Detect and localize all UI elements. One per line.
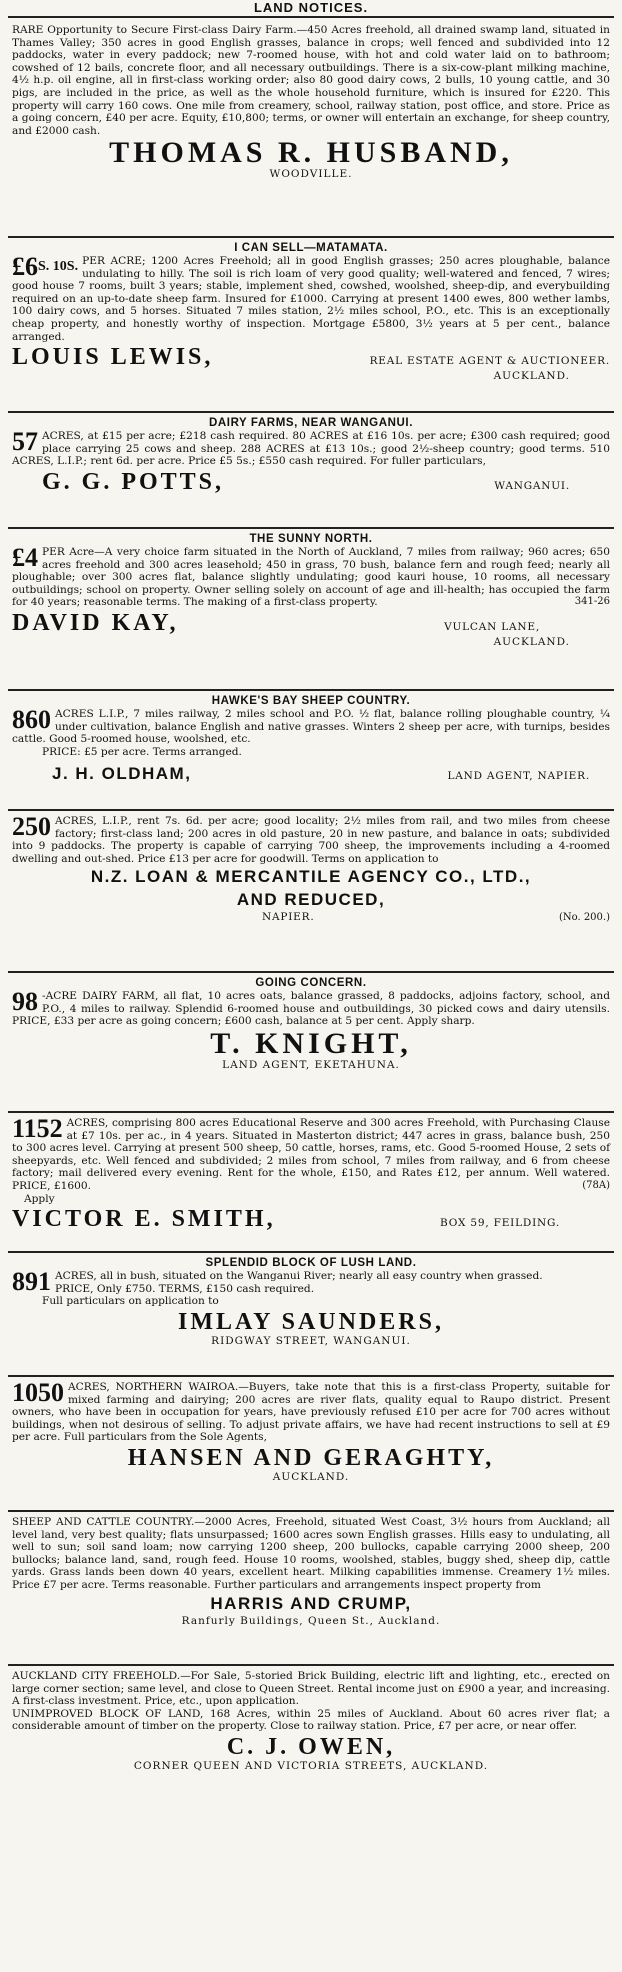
advertiser-address: RIDGWAY STREET, WANGANUI. <box>211 1334 411 1347</box>
ad-body-wrap <box>12 987 610 1028</box>
signature-row <box>12 468 610 495</box>
ad-body: RARE Opportunity to Secure First-class Dairy Farm.—450 Acres freehold, all drained swamp land, situated in Thames Valley; 350 acres in good English grasses, balance in crops; well fenced and subdivided into 12 paddocks, water in every paddock; new 7-roomed house, with hot and cold water laid on to bathroom; cowshed of 12 bails, concrete floor, and all necessary outbuildings. There is a six-cow-plant milking machine, 4½ h.p. oil engine, all in first-class working order; also 80 good dairy cows, 2 bulls, 10 young cattle, and 30 pigs, are included in the price, as well as the whole household furniture, which is insured for £220. This property will carry 160 cows. One mile from creamery, school, railway station, post office, and store. Price as a going concern, £40 per acre. Equity, £10,800; terms, or owner will entertain an exchange, for sheep country, and £2000 cash. <box>12 24 610 137</box>
ad-lead-figure: 57 <box>12 427 38 456</box>
advertiser-address: LAND AGENT, EKETAHUNA. <box>222 1058 400 1071</box>
ad-reference: 341-26 <box>574 596 610 608</box>
ad-body-wrap <box>12 1378 610 1444</box>
ad-subtitle: SPLENDID BLOCK OF LUSH LAND. <box>205 1257 417 1269</box>
ad-price: PRICE: £5 per acre. Terms arranged. <box>42 745 242 758</box>
ad-imlay-saunders <box>8 1253 614 1377</box>
advertiser-name: IMLAY SAUNDERS, <box>178 1308 444 1335</box>
lead-value: £6 <box>12 252 38 281</box>
ad-body: -ACRE DAIRY FARM, all flat, 10 acres oats, balance grassed, 8 paddocks, adjoins factory, school, and P.O., 4 miles to railway. Splendid 6-roomed house and outbuildings, 30 picked cows and dairy utensils. PRICE, £33 per acre as going concern; £600 cash, balance at 5 per cent. Apply sharp. <box>12 990 610 1028</box>
ad-victor-smith <box>8 1113 614 1253</box>
ad-body-wrap <box>12 427 610 468</box>
signature-row <box>12 911 610 923</box>
ad-body: ACRES, comprising 800 acres Educational Reserve and 300 acres Freehold, with Purchasing Clause at £7 10s. per ac., in 4 years. Situated in Masterton district; 447 acres in grass, balance bush, 250 to 300 acres level. Carrying at present 500 sheep, 50 cattle, horses, rams, etc. Good 5-roomed House, 2 sets of sheepyards, etc. Well fenced and subdivided; 2 miles from school, 7 miles from railway, and 6 from cheese factory; mail delivered every evening. Rent for the whole, £150, and Rates £12, per annum. Well watered. PRICE, £1600. <box>12 1117 610 1192</box>
ad-body: ACRES, all in bush, situated on the Wanganui River; nearly all easy country when grassed. <box>55 1270 543 1282</box>
advertiser-name: LOUIS LEWIS, <box>12 344 214 371</box>
ad-extra: Full particulars on application to <box>42 1295 219 1308</box>
advertiser-address: Ranfurly Buildings, Queen St., Auckland. <box>181 1614 441 1627</box>
ad-subtitle: THE SUNNY NORTH. <box>249 533 373 545</box>
ad-nz-loan <box>8 811 614 973</box>
ad-lead-figure: 1152 <box>12 1114 63 1143</box>
ad-body: ACRES, NORTHERN WAIROA.—Buyers, take note that this is a first-class Property, suitable for mixed farming and dairying; 200 acres are river flats, quality equal to Raupo district. Present owners, who have been in occupation for years, have previously refused £10 per acre for 700 acres without buildings, when not desirous of selling. To adjust private affairs, we have had recent instructions to sell at £9 per acre. Full particulars from the Sole Agents, <box>12 1381 610 1444</box>
ad-david-kay <box>8 529 614 691</box>
ad-price: PRICE, Only £750. TERMS, £150 cash required. <box>55 1282 315 1295</box>
ad-hansen-geraghty <box>8 1377 614 1512</box>
advertiser-name: HANSEN AND GERAGHTY, <box>127 1444 495 1471</box>
ad-lead-figure: 98 <box>12 987 38 1016</box>
ad-gg-potts <box>8 413 614 529</box>
ad-body-wrap <box>12 252 610 343</box>
advertiser-address: WOODVILLE. <box>269 168 353 181</box>
ad-lead-figure: £4 <box>12 543 38 572</box>
advertiser-name: VICTOR E. SMITH, <box>12 1206 276 1233</box>
advertiser-address: AUCKLAND. <box>272 1470 350 1483</box>
advertiser-name: THOMAS R. HUSBAND, <box>109 136 513 170</box>
advertiser-address: WANGANUI. <box>494 479 570 492</box>
ad-louis-lewis <box>8 238 614 413</box>
advertiser-title: REAL ESTATE AGENT & AUCTIONEER. <box>369 355 610 368</box>
ad-subtitle: HAWKE'S BAY SHEEP COUNTRY. <box>211 695 411 707</box>
ad-body: SHEEP AND CATTLE COUNTRY.—2000 Acres, Freehold, situated West Coast, 3½ hours from Auckland; all level land, very best quality; flats unsurpassed; 1600 acres sown English grasses. Hills easy to undulating, all well to sun; soil sand loam; now carrying 1200 sheep, 200 bullocks, capable carrying 2000 sheep, 200 bullocks; balance land, sand, rough feed. House 10 rooms, woolshed, stables, buggy shed, sheep dip, cattle yards. Grass lands been down 40 years, excellent heart. Milking capabilities immense. Creamery 1½ miles. Price £7 per acre. Terms reasonable. Further particulars and arrangements inspect property from <box>12 1516 610 1591</box>
advertiser-address: LAND AGENT, NAPIER. <box>447 770 590 783</box>
ad-t-knight <box>8 973 614 1113</box>
apply-label: Apply <box>24 1192 55 1205</box>
ad-body: ACRES, at £15 per acre; £218 cash required. 80 ACRES at £16 10s. per acre; £300 cash required; good place carrying 25 cows and sheep. 288 ACRES at £13 10s.; good 2½-sheep country; good terms. 510 ACRES, L.I.P.; rent 6d. per acre. Price £5 5s.; £550 cash required. For fuller particulars, <box>12 430 610 468</box>
signature-row <box>12 1205 610 1232</box>
ad-subtitle: GOING CONCERN. <box>255 977 367 989</box>
ad-body: ACRES, L.I.P., rent 7s. 6d. per acre; good locality; 2½ miles from rail, and two miles from cheese factory; first-class land; 200 acres in old pasture, 20 in new pasture, and balance in oats; subdivided into 9 paddocks. The property is capable of carrying 700 sheep, the improvements including a 4-roomed dwelling and out-shed. Price £13 per acre for goodwill. Terms on application to <box>12 815 610 865</box>
ad-subtitle: I CAN SELL—MATAMATA. <box>234 242 388 254</box>
advertiser-address: BOX 59, FEILDING. <box>440 1217 560 1230</box>
ad-body: ACRES L.I.P., 7 miles railway, 2 miles school and P.O. ½ flat, balance rolling ploughable country, ¼ under cultivation, balance English and native grasses. Winters 2 sheep per acre, with turnips, besides cattle. Good 5-roomed house, woolshed, etc. <box>12 708 610 746</box>
signature-row <box>12 343 610 370</box>
ad-body-wrap <box>12 705 610 746</box>
ad-body-wrap <box>12 1114 610 1193</box>
lead-suffix: S. 10S. <box>38 259 79 274</box>
ad-lead-figure: 860 <box>12 705 51 734</box>
ad-reference: (No. 200.) <box>558 912 610 924</box>
signature-row <box>12 609 610 636</box>
ad-thomas-husband <box>8 18 614 238</box>
advertiser-address: CORNER QUEEN AND VICTORIA STREETS, AUCKLAND. <box>133 1759 489 1772</box>
advertiser-name: G. G. POTTS, <box>42 468 225 495</box>
advertiser-street: VULCAN LANE, <box>444 620 540 633</box>
ad-body-wrap <box>12 543 610 609</box>
ad-body: AUCKLAND CITY FREEHOLD.—For Sale, 5-storied Brick Building, electric lift and lighting, etc., erected on large corner section; same level, and close to Queen Street. Rental income just on £900 a year, and increasing. A first-class investment. Price, etc., upon application. <box>12 1670 610 1708</box>
advertiser-name: DAVID KAY, <box>12 609 179 636</box>
advertiser-name: N.Z. LOAN & MERCANTILE AGENCY CO., LTD., <box>90 867 532 887</box>
ad-lead-figure: 250 <box>12 812 51 841</box>
advertiser-name: T. KNIGHT, <box>210 1026 412 1060</box>
ad-lead-figure: 1050 <box>12 1378 64 1407</box>
ad-body: PER ACRE; 1200 Acres Freehold; all in good English grasses; 250 acres ploughable, balance undulating to hilly. The soil is rich loam of very good quality; well-watered and fenced, 7 wires; good house 7 rooms, built 3 years; stable, implement shed, cowshed, woolshed, sheep-dip, and everybuilding required on an up-to-date sheep farm. Insured for £1000. Carrying at present 1400 ewes, 800 wether lambs, 100 dairy cows, and 5 horses. Situated 7 miles station, 2½ miles school, P.O., etc. This is an exceptionally cheap property, and honestly worthy of inspection. Mortgage £5800, 3½ years at 5 per cent., balance arranged. <box>12 255 610 343</box>
section-header: LAND NOTICES. <box>8 0 614 18</box>
ad-subtitle: DAIRY FARMS, NEAR WANGANUI. <box>208 417 414 429</box>
ad-cj-owen <box>8 1666 614 1816</box>
advertiser-address: NAPIER. <box>262 911 315 924</box>
advertiser-name: J. H. OLDHAM, <box>52 764 192 784</box>
signature-row <box>12 758 610 785</box>
land-notices-column <box>8 0 614 1816</box>
advertiser-address: AUCKLAND. <box>493 370 570 383</box>
advertiser-name-2: AND REDUCED, <box>236 890 386 910</box>
ad-harris-crump <box>8 1512 614 1666</box>
advertiser-name: HARRIS AND CRUMP, <box>210 1593 412 1613</box>
ad-jh-oldham <box>8 691 614 811</box>
ad-body-2: UNIMPROVED BLOCK OF LAND, 168 Acres, within 25 miles of Auckland. About 60 acres river flat; a considerable amount of timber on the property. Close to railway station. Price, £7 per acre, or near offer. <box>12 1707 610 1733</box>
ad-body-wrap <box>12 812 610 865</box>
ad-lead-figure <box>12 252 79 281</box>
ad-lead-figure: 891 <box>12 1267 51 1296</box>
advertiser-address: AUCKLAND. <box>493 635 570 648</box>
ad-reference: (78A) <box>582 1179 610 1191</box>
ad-body: PER Acre—A very choice farm situated in the North of Auckland, 7 miles from railway; 960 acres; 650 acres freehold and 300 acres leasehold; 450 in grass, 70 bush, balance fern and rough feed; nearly all ploughable; over 300 acres flat, balance slightly undulating; good kauri house, 10 rooms, all necessary outbuildings; school on property. Owner selling solely on account of age and ill-health; has occupied the farm for 40 years; reasonable terms. The making of a first-class property. <box>12 546 610 609</box>
advertiser-name: C. J. OWEN, <box>226 1733 396 1760</box>
